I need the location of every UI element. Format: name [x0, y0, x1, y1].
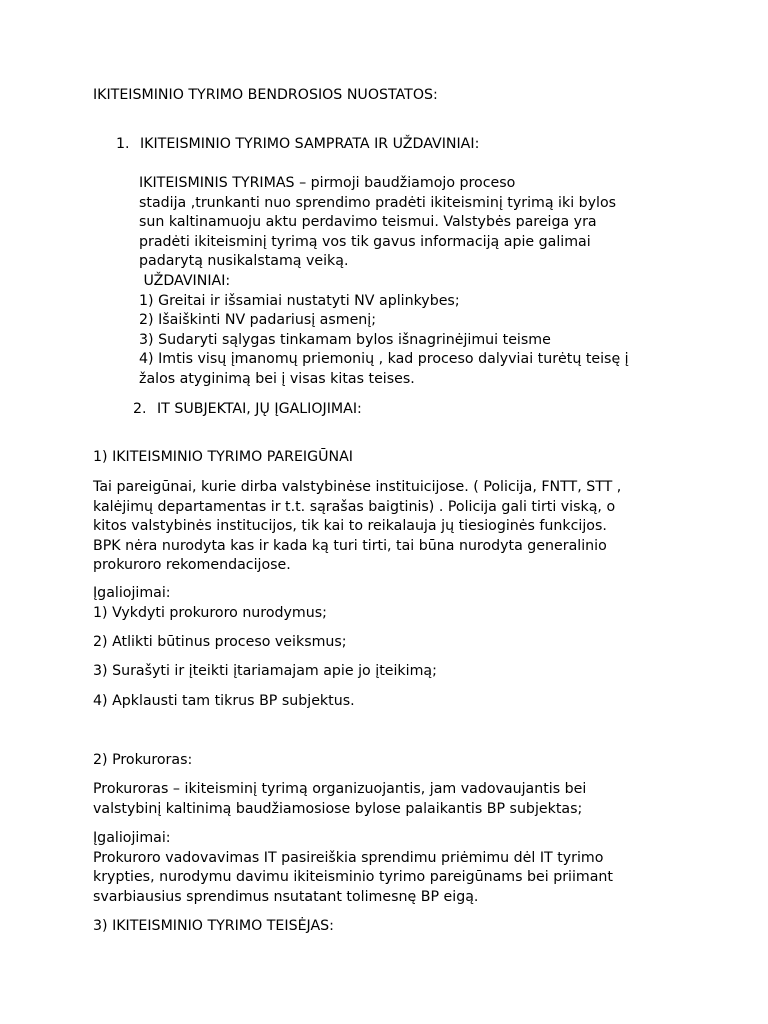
section-2-heading: IT SUBJEKTAI, JŲ ĮGALIOJIMAI: [157, 401, 362, 417]
definition-line: IKITEISMINIS TYRIMAS – pirmoji baudžiamojo proceso [139, 175, 516, 191]
officers-line: prokuroro rekomendacijose. [93, 557, 291, 574]
prosecutor-line: valstybinį kaltinimą baudžiamosiose bylose palaikantis BP subjektas; [93, 800, 583, 817]
officers-power-item: 1) Vykdyti prokuroro nurodymus; [93, 605, 327, 621]
prosecutor-powers-block [93, 829, 613, 907]
officers-line: kitos valstybinės institucijos, tik kai to reikalauja jų tiesioginės funkcijos. [93, 518, 607, 535]
definition-line: sun kaltinamuoju aktu perdavimo teismui. Valstybės pareiga yra [139, 214, 597, 231]
task-item: žalos atyginimą bei į visas kitas teises. [139, 370, 415, 387]
officers-line: BPK nėra nurodyta kas ir kada ką turi tirti, tai būna nurodyta generalinio [93, 537, 607, 554]
officers-power-item: 2) Atlikti būtinus proceso veiksmus; [93, 634, 347, 650]
prosecutor-heading: 2) Prokuroras: [93, 752, 193, 768]
definition-paragraph [139, 174, 629, 390]
prosecutor-powers-line: krypties, nurodymu davimu ikiteisminio tyrimo pareigūnams bei priimant [93, 869, 613, 886]
officers-powers-heading: Įgaliojimai: [93, 585, 171, 601]
section-2-number: 2. [133, 401, 147, 417]
task-item: 1) Greitai ir išsamiai nustatyti NV aplinkybes; [139, 292, 460, 309]
officers-line: Tai pareigūnai, kurie dirba valstybinėse instituicijose. ( Policija, FNTT, STT , [93, 479, 622, 495]
task-item: 3) Sudaryti sąlygas tinkamam bylos išnagrinėjimui teisme [139, 331, 551, 348]
prosecutor-powers-line: Prokuroro vadovavimas IT pasireiškia sprendimu priėmimu dėl IT tyrimo [93, 849, 604, 866]
task-item: 2) Išaiškinti NV padariusį asmenį; [139, 312, 377, 329]
officers-heading: 1) IKITEISMINIO TYRIMO PAREIGŪNAI [93, 449, 353, 465]
definition-line: stadija ,trunkanti nuo sprendimo pradėti ikiteisminį tyrimą iki bylos [139, 194, 617, 211]
prosecutor-powers-heading: Įgaliojimai: [93, 830, 171, 846]
definition-line: padarytą nusikalstamą veiką. [139, 253, 349, 270]
task-item: 4) Imtis visų įmanomų priemonių , kad proceso dalyviai turėtų teisę į [139, 351, 629, 368]
prosecutor-powers-line: svarbiausius sprendimus nsutatant tolimesnę BP eigą. [93, 888, 479, 905]
officers-power-item: 4) Apklausti tam tikrus BP subjektus. [93, 693, 355, 709]
section-1-number: 1. [116, 136, 130, 152]
officers-paragraph [93, 478, 621, 576]
definition-line: pradėti ikiteisminį tyrimą vos tik gavus informaciją apie galimai [139, 233, 591, 250]
judge-heading: 3) IKITEISMINIO TYRIMO TEISĖJAS: [93, 918, 334, 934]
prosecutor-line: Prokuroras – ikiteisminį tyrimą organizuojantis, jam vadovaujantis bei [93, 781, 587, 797]
prosecutor-paragraph [93, 780, 586, 819]
officers-line: kalėjimų departamentas ir t.t. sąrašas baigtinis) . Policija gali tirti viską, o [93, 498, 616, 515]
tasks-heading: UŽDAVINIAI: [139, 272, 231, 289]
officers-power-item: 3) Surašyti ir įteikti įtariamajam apie jo įteikimą; [93, 663, 437, 679]
document-title: IKITEISMINIO TYRIMO BENDROSIOS NUOSTATOS: [93, 87, 438, 103]
section-1-heading: IKITEISMINIO TYRIMO SAMPRATA IR UŽDAVINIAI: [140, 136, 480, 152]
